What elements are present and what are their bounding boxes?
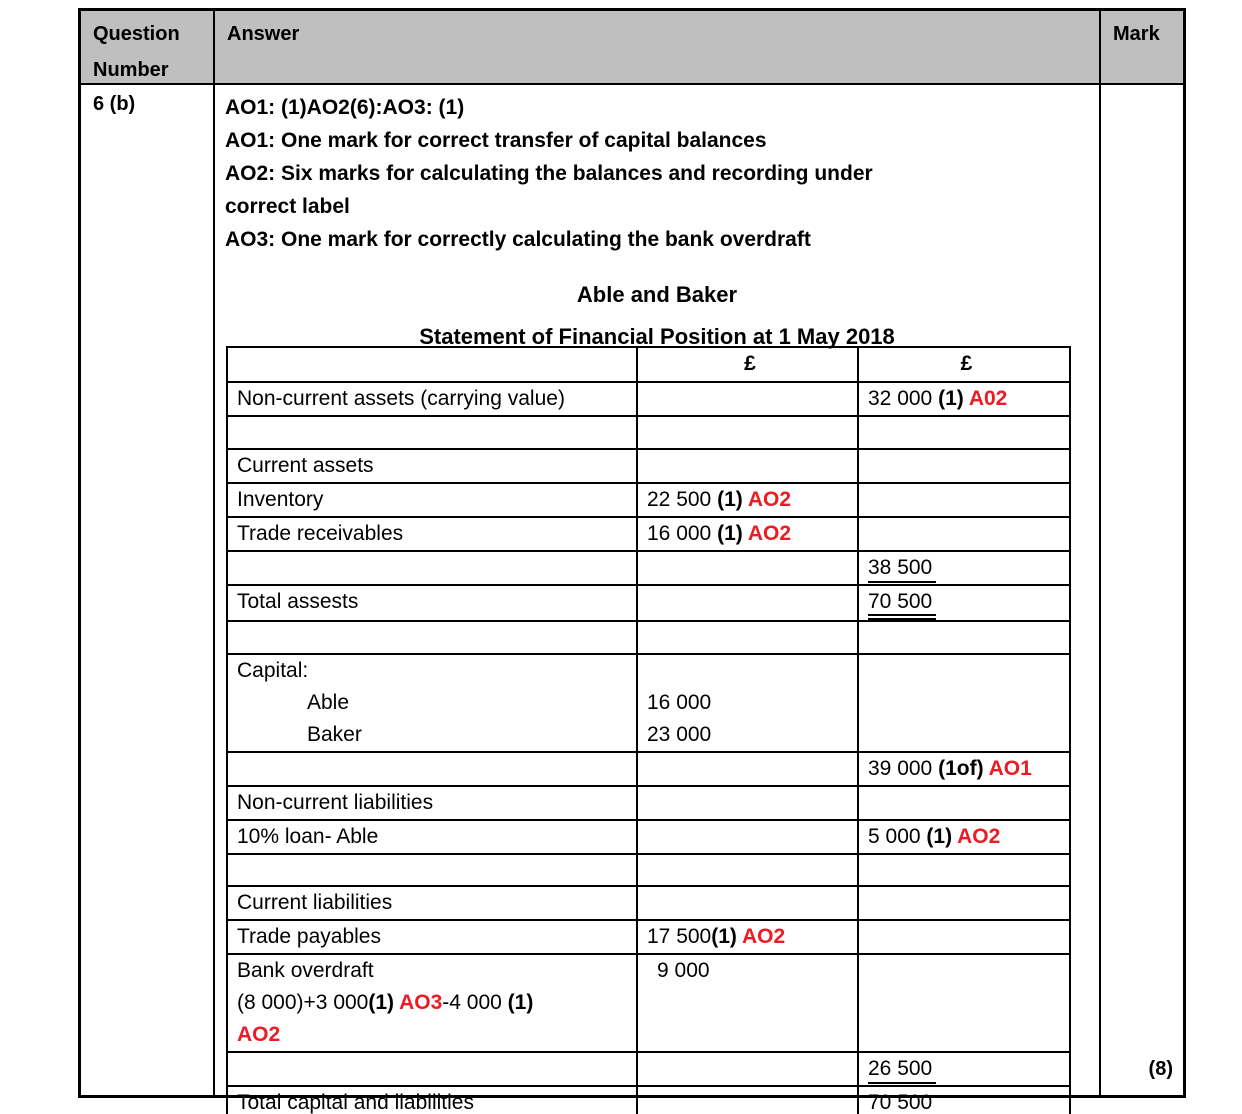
cell-text: (1) [938,387,969,410]
label-cell [227,382,637,416]
amount-outer-cell [858,1052,1070,1086]
label-cell [227,654,637,752]
cell-text: Bank overdraft [237,959,374,982]
cell-line [237,719,632,751]
amount-inner-cell [637,347,858,382]
cell-line [868,1087,1065,1114]
cell-text: 10% loan- Able [237,825,379,848]
cell-line [868,348,1065,380]
amount-outer-cell [858,347,1070,382]
statement-row [227,517,1070,551]
mark-scheme-table [78,8,1186,1114]
criteria-block [225,91,873,256]
amount-inner-cell [637,449,858,483]
amount-outer-cell [858,786,1070,820]
cell-line [647,719,853,751]
statement-title: Able and Baker [576,282,738,307]
header-question-line2: Number [93,59,169,81]
cell-text: 23 000 [647,723,712,746]
amount-outer-cell [858,752,1070,786]
cell-line [237,518,632,550]
cell-text: 9 000 [657,959,710,982]
cell-text: 70 500 [868,1090,936,1114]
question-number: 6 (b) [93,93,136,115]
cell-line [237,921,632,953]
cell-line [237,655,632,687]
header-answer [215,11,1101,85]
cell-text: (1) [717,488,748,511]
marking-code: AO2 [741,925,786,948]
cell-text: 16 000 [647,522,718,545]
amount-outer-cell [858,483,1070,517]
cell-line [868,586,1065,620]
cell-line [237,955,632,987]
cell-text: £ [960,352,973,375]
amount-inner-cell [637,551,858,585]
amount-inner-cell [637,621,858,654]
cell-text: 38 500 [868,555,936,583]
amount-inner-cell [637,416,858,449]
label-cell [227,449,637,483]
cell-line [647,518,853,550]
amount-outer-cell [858,449,1070,483]
statement-row [227,585,1070,621]
cell-line [647,348,853,380]
amount-outer-cell [858,517,1070,551]
statement-row [227,347,1070,382]
cell-text: 26 500 [868,1056,936,1084]
cell-line [647,655,853,687]
amount-inner-cell [637,517,858,551]
amount-outer-cell [858,854,1070,886]
cell-text: Total assests [237,590,359,613]
cell-line [237,586,632,618]
statement-row [227,886,1070,920]
label-cell [227,820,637,854]
statement-row [227,1086,1070,1114]
marking-code: AO2 [747,522,791,545]
marking-code: A02 [968,387,1008,410]
amount-outer-cell [858,820,1070,854]
amount-inner-cell [637,954,858,1052]
statement-row [227,654,1070,752]
cell-text: 32 000 [868,387,939,410]
marking-code: AO3 [399,991,443,1014]
cell-line [647,921,853,953]
criteria-line: AO1: (1)AO2(6):AO3: (1) [225,96,465,119]
cell-text: 39 000 [868,757,939,780]
statement-row [227,551,1070,585]
cell-text: Able [307,691,350,714]
mark-value: (8) [1148,1058,1173,1080]
cell-text: Trade payables [237,925,381,948]
label-cell [227,517,637,551]
cell-text: (1) [507,991,534,1014]
cell-line [237,1019,632,1051]
header-answer-label: Answer [227,23,300,45]
amount-outer-cell [858,416,1070,449]
cell-text: (1) [711,925,742,948]
label-cell [227,416,637,449]
criteria-line: AO2: Six marks for calculating the balances and recording under [225,162,873,185]
statement-row [227,752,1070,786]
cell-text: Inventory [237,488,324,511]
statement-row [227,449,1070,483]
amount-inner-cell [637,654,858,752]
header-question-number [81,11,215,85]
criteria-line: AO3: One mark for correctly calculating the bank overdraft [225,228,811,251]
marking-code: AO2 [747,488,791,511]
cell-text: -4 000 [442,991,508,1014]
amount-outer-cell [858,886,1070,920]
cell-line [237,484,632,516]
answer-cell [215,85,1101,1114]
statement-row [227,382,1070,416]
amount-inner-cell [637,920,858,954]
cell-text: 17 500 [647,925,712,948]
marking-code: AO2 [237,1023,281,1046]
label-cell [227,483,637,517]
label-cell [227,585,637,621]
cell-text: 5 000 [868,825,927,848]
statement-row [227,786,1070,820]
statement-row [227,954,1070,1052]
cell-text: (1) [368,991,400,1014]
marking-code: AO2 [957,825,1001,848]
statement-row [227,920,1070,954]
cell-text: Non-current liabilities [237,791,434,814]
amount-outer-cell [858,654,1070,752]
cell-text: (8 000)+3 000 [237,991,369,1014]
cell-text: (1of) [938,757,989,780]
amount-inner-cell [637,854,858,886]
statement-row [227,820,1070,854]
cell-line [237,1087,632,1114]
question-number-cell [81,85,215,1095]
criteria-line: correct label [225,195,350,218]
label-cell [227,1052,637,1086]
cell-line [237,450,632,482]
header-mark-label: Mark [1113,23,1160,45]
amount-inner-cell [637,752,858,786]
cell-text: Baker [307,723,362,746]
cell-text: Total capital and liabilities [237,1091,474,1114]
cell-text: Trade receivables [237,522,404,545]
label-cell [227,886,637,920]
amount-outer-cell [858,920,1070,954]
header-question-line1: Question [93,23,180,45]
amount-inner-cell [637,1052,858,1086]
header-mark [1101,11,1183,85]
statement-table-body [227,347,1070,1114]
amount-inner-cell [637,1086,858,1114]
statement-table [226,346,1071,1114]
statement-row [227,416,1070,449]
label-cell [227,786,637,820]
cell-line [237,383,632,415]
label-cell [227,347,637,382]
amount-outer-cell [858,585,1070,621]
cell-line [237,887,632,919]
cell-text: 16 000 [647,691,712,714]
label-cell [227,920,637,954]
statement-row [227,1052,1070,1086]
amount-outer-cell [858,954,1070,1052]
label-cell [227,854,637,886]
criteria-line: AO1: One mark for correct transfer of capital balances [225,129,767,152]
cell-line [868,753,1065,785]
statement-row [227,483,1070,517]
cell-line [237,787,632,819]
cell-line [868,383,1065,415]
cell-text: 22 500 [647,488,718,511]
amount-inner-cell [637,786,858,820]
amount-outer-cell [858,621,1070,654]
amount-outer-cell [858,1086,1070,1114]
statement-row [227,621,1070,654]
cell-text: Non-current assets (carrying value) [237,387,565,410]
label-cell [227,752,637,786]
cell-line [237,821,632,853]
cell-text: (1) [926,825,958,848]
amount-inner-cell [637,382,858,416]
label-cell [227,1086,637,1114]
cell-text: Current assets [237,454,374,477]
amount-inner-cell [637,820,858,854]
cell-text: 70 500 [868,589,936,620]
marking-code: AO1 [988,757,1032,780]
cell-line [647,484,853,516]
label-cell [227,954,637,1052]
cell-text: Current liabilities [237,891,393,914]
cell-line [237,987,632,1019]
mark-cell [1101,85,1183,1095]
label-cell [227,621,637,654]
statement-row [227,854,1070,886]
cell-line [647,955,853,987]
cell-line [868,821,1065,853]
cell-text: Capital: [237,659,309,682]
cell-line [237,687,632,719]
cell-text: (1) [717,522,748,545]
statement-subtitle: Statement of Financial Position at 1 May 2018 [419,324,895,349]
amount-inner-cell [637,585,858,621]
cell-line [868,1053,1065,1085]
amount-inner-cell [637,483,858,517]
cell-text: £ [744,352,756,375]
cell-line [647,687,853,719]
label-cell [227,551,637,585]
amount-outer-cell [858,551,1070,585]
cell-line [868,552,1065,584]
amount-outer-cell [858,382,1070,416]
amount-inner-cell [637,886,858,920]
